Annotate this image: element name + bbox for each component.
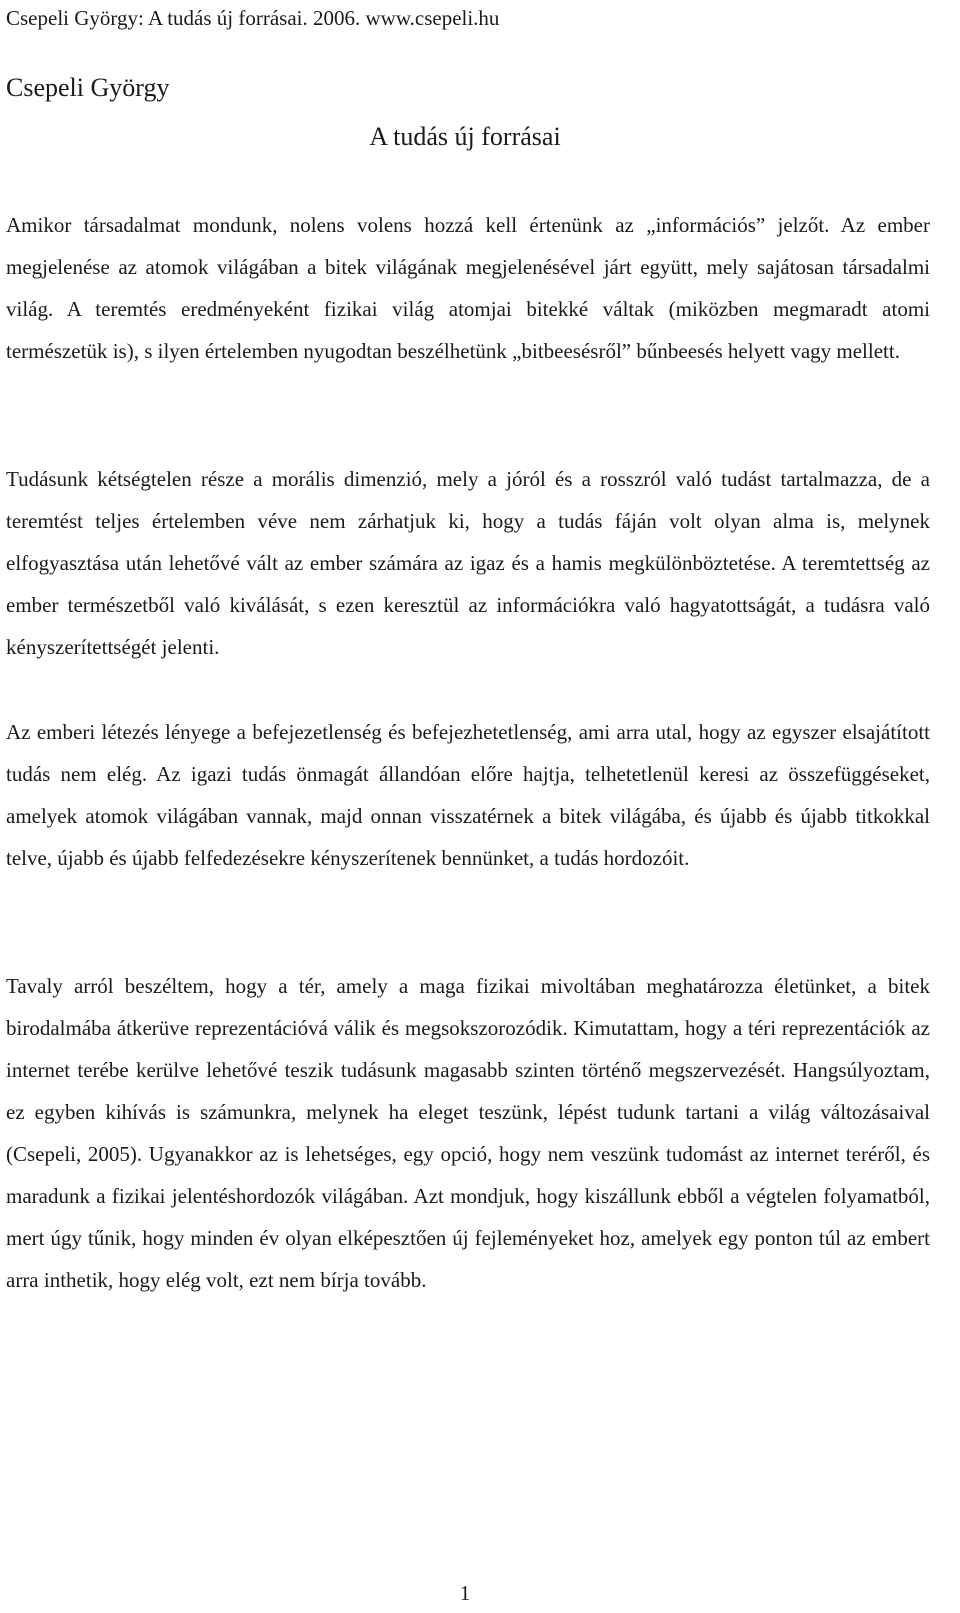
page-number: 1 [459,1581,471,1605]
author-name: Csepeli György [6,73,170,102]
running-header: Csepeli György: A tudás új forrásai. 2006. www.csepeli.hu [6,6,500,30]
paragraph-4: Tavaly arról beszéltem, hogy a tér, amely a maga fizikai mivoltában meghatározza életünket, a bitek birodalmába átkerüve reprezentációvá válik és megsokszorozódik. Kimutattam, hogy a téri reprezentációk az internet terébe kerülve lehetővé teszik tudásunk magasabb szinten történő megszervezését. Hangsúlyoztam, ez egyben kihívás is számunkra, melynek ha eleget teszünk, lépést tudunk tartani a világ változásaival (Csepeli, 2005). Ugyanakkor az is lehetséges, egy opció, hogy nem veszünk tudomást az internet teréről, és maradunk a fizikai jelentéshordozók világában. Azt mondjuk, hogy kiszállunk ebből a végtelen folyamatból, mert úgy tűnik, hogy minden év olyan elképesztően új fejleményeket hoz, amelyek egy ponton túl az embert arra inthetik, hogy elég volt, ezt nem bírja tovább. [6,974,930,1292]
paragraph-2: Tudásunk kétségtelen része a morális dimenzió, mely a jóról és a rosszról való tudást tartalmazza, de a teremtést teljes értelemben véve nem zárhatjuk ki, hogy a tudás fáján volt olyan alma is, melynek elfogyasztása után lehetővé vált az ember számára az igaz és a hamis megkülönböztetése. A teremtettség az ember természetből való kiválását, s ezen keresztül az információkra való hagyatottságát, a tudásra való kényszerítettségét jelenti. [6,467,930,659]
paragraph-3: Az emberi létezés lényege a befejezetlenség és befejezhetetlenség, ami arra utal, hogy az egyszer elsajátított tudás nem elég. Az igazi tudás önmagát állandóan előre hajtja, telhetetlenül keresi az összefüggéseket, amelyek atomok világában vannak, majd onnan visszatérnek a bitek világába, és újabb és újabb titkokkal telve, újabb és újabb felfedezésekre kényszerítenek bennünket, a tudás hordozóit. [6,720,930,870]
document-title: A tudás új forrásai [369,122,561,151]
paragraph-1: Amikor társadalmat mondunk, nolens volens hozzá kell értenünk az „információs” jelzőt. Az ember megjelenése az atomok világában a bitek világának megjelenésével járt együtt, mely sajátosan társadalmi világ. A teremtés eredményeként fizikai világ atomjai bitekké váltak (miközben megmaradt atomi természetük is), s ilyen értelemben nyugodtan beszélhetünk „bitbeesésről” bűnbeesés helyett vagy mellett. [6,213,930,363]
